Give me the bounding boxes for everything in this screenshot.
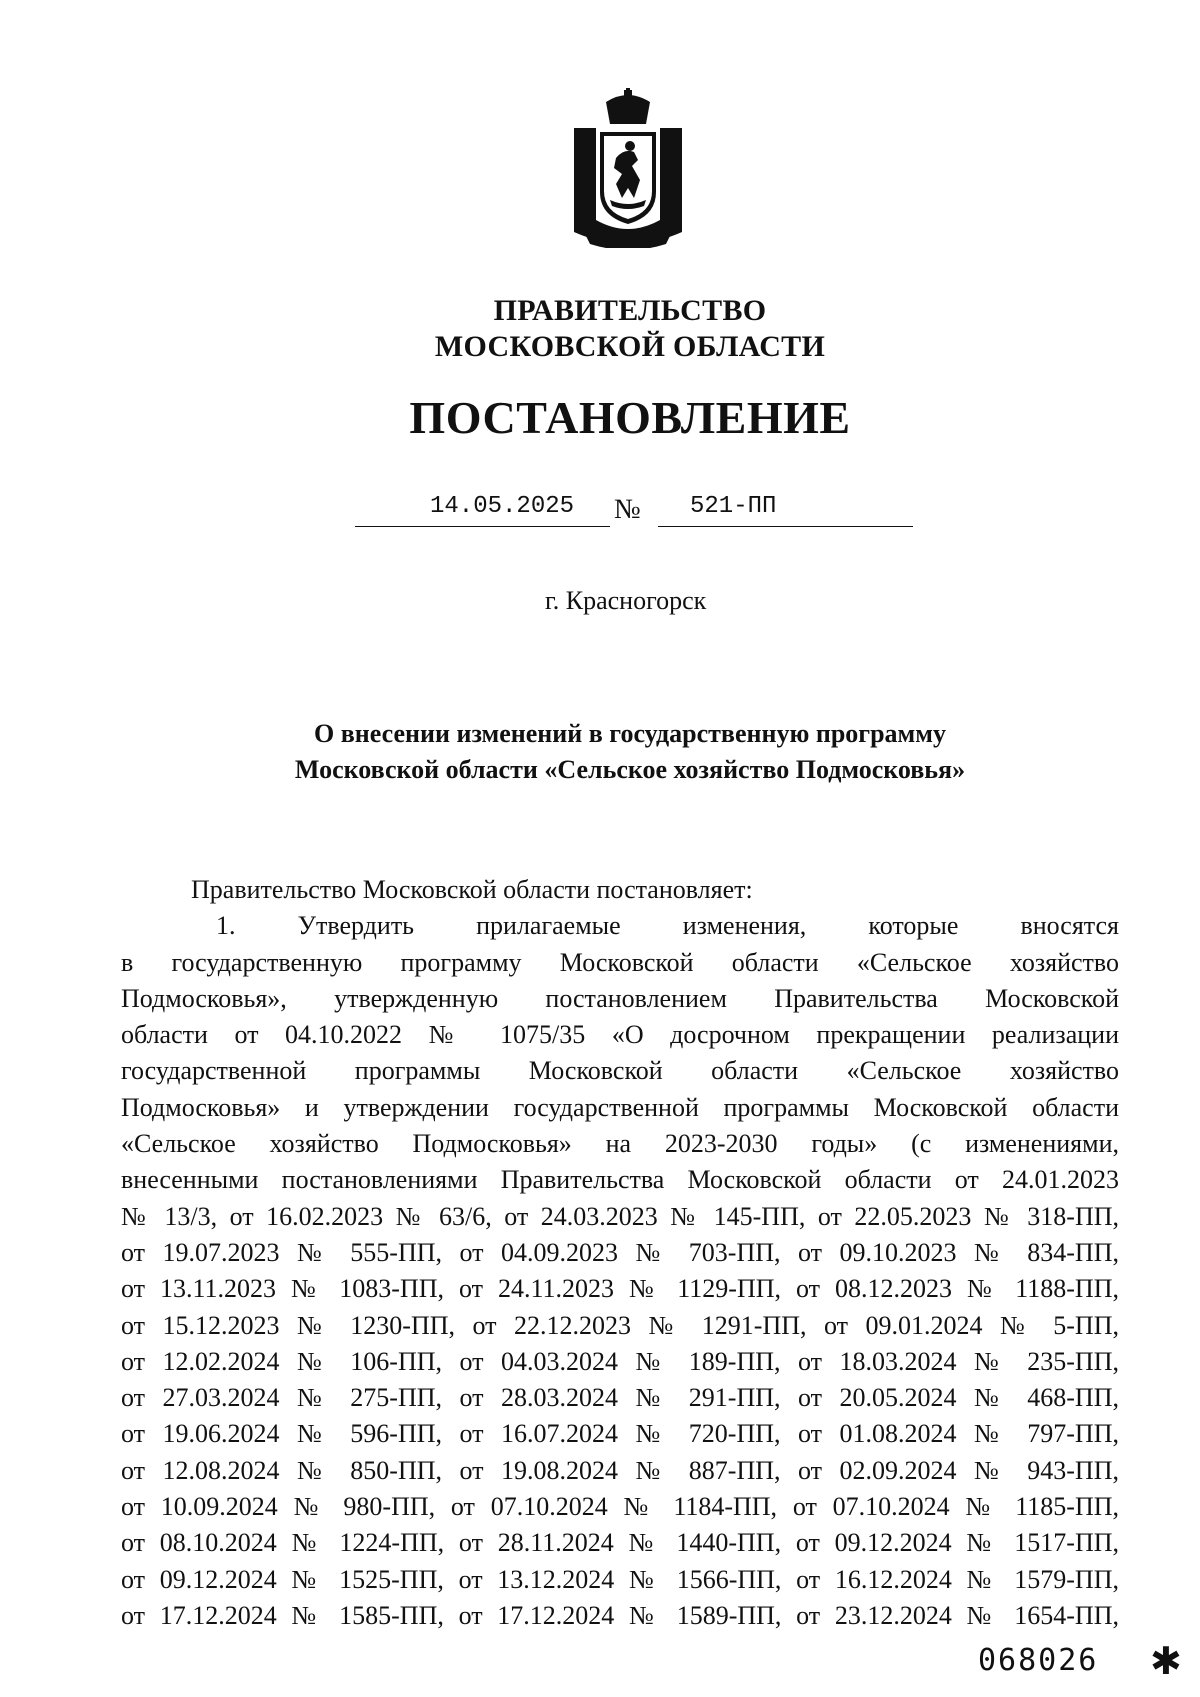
- organization-name-line2: МОСКОВСКОЙ ОБЛАСТИ: [434, 330, 826, 363]
- subject-line1: О внесении изменений в государственную программу: [314, 719, 946, 748]
- body-line: от 12.08.2024 № 850-ПП, от 19.08.2024 № 887-ПП, от 02.09.2024 № 943-ПП,: [121, 1455, 1119, 1485]
- organization-name-line1: ПРАВИТЕЛЬСТВО: [493, 294, 767, 327]
- body-line: области от 04.10.2022 № 1075/35 «О досрочном прекращении реализации: [121, 1020, 1119, 1050]
- serial-number: 068026: [978, 1643, 1099, 1678]
- document-type-title: ПОСТАНОВЛЕНИЕ: [409, 392, 851, 443]
- body-line: от 19.07.2023 № 555-ПП, от 04.09.2023 № 703-ПП, от 09.10.2023 № 834-ПП,: [121, 1237, 1119, 1267]
- number-field: [658, 486, 913, 527]
- body-line: от 13.11.2023 № 1083-ПП, от 24.11.2023 № 1129-ПП, от 08.12.2023 № 1188-ПП,: [121, 1274, 1119, 1304]
- body-line: № 13/3, от 16.02.2023 № 63/6, от 24.03.2023 № 145-ПП, от 22.05.2023 № 318-ПП,: [121, 1201, 1119, 1231]
- body-line: от 09.12.2024 № 1525-ПП, от 13.12.2024 № 1566-ПП, от 16.12.2024 № 1579-ПП,: [121, 1564, 1119, 1594]
- body-line: Подмосковья», утвержденную постановлением Правительства Московской: [121, 983, 1119, 1013]
- document-number: 521-ПП: [690, 493, 777, 520]
- body-line: в государственную программу Московской области «Сельское хозяйство: [121, 947, 1119, 977]
- body-line: государственной программы Московской области «Сельское хозяйство: [121, 1056, 1119, 1086]
- asterisk-icon: ✱: [1150, 1639, 1182, 1683]
- body-paragraph: [121, 908, 1119, 1634]
- body-line: Подмосковья» и утверждении государственной программы Московской области: [121, 1092, 1119, 1122]
- body-line: от 17.12.2024 № 1585-ПП, от 17.12.2024 № 1589-ПП, от 23.12.2024 № 1654-ПП,: [121, 1600, 1119, 1630]
- body-line: от 27.03.2024 № 275-ПП, от 28.03.2024 № 291-ПП, от 20.05.2024 № 468-ПП,: [121, 1383, 1119, 1413]
- coat-of-arms-icon: [566, 88, 690, 248]
- body-line: от 15.12.2023 № 1230-ПП, от 22.12.2023 № 1291-ПП, от 09.01.2024 № 5-ПП,: [121, 1310, 1119, 1340]
- body-line: от 19.06.2024 № 596-ПП, от 16.07.2024 № 720-ПП, от 01.08.2024 № 797-ПП,: [121, 1419, 1119, 1449]
- body-line: от 12.02.2024 № 106-ПП, от 04.03.2024 № 189-ПП, от 18.03.2024 № 235-ПП,: [121, 1346, 1119, 1376]
- body-line: от 08.10.2024 № 1224-ПП, от 28.11.2024 № 1440-ПП, от 09.12.2024 № 1517-ПП,: [121, 1528, 1119, 1558]
- number-sign: №: [614, 494, 641, 525]
- body-line: внесенными постановлениями Правительства Московской области от 24.01.2023: [121, 1165, 1119, 1195]
- body-line: от 10.09.2024 № 980-ПП, от 07.10.2024 № 1184-ПП, от 07.10.2024 № 1185-ПП,: [121, 1492, 1119, 1522]
- date-field: [355, 486, 610, 527]
- document-subject: [0, 716, 1200, 788]
- body-line: 1. Утвердить прилагаемые изменения, которые вносятся: [216, 911, 1119, 941]
- city-name: г. Красногорск: [545, 586, 707, 615]
- document-date: 14.05.2025: [430, 493, 575, 520]
- body-intro: Правительство Московской области постановляет:: [191, 875, 753, 904]
- body-line: «Сельское хозяйство Подмосковья» на 2023-2030 годы» (с изменениями,: [121, 1129, 1119, 1159]
- document-body: [121, 872, 1119, 1634]
- subject-line2: Московской области «Сельское хозяйство Подмосковья»: [294, 755, 966, 784]
